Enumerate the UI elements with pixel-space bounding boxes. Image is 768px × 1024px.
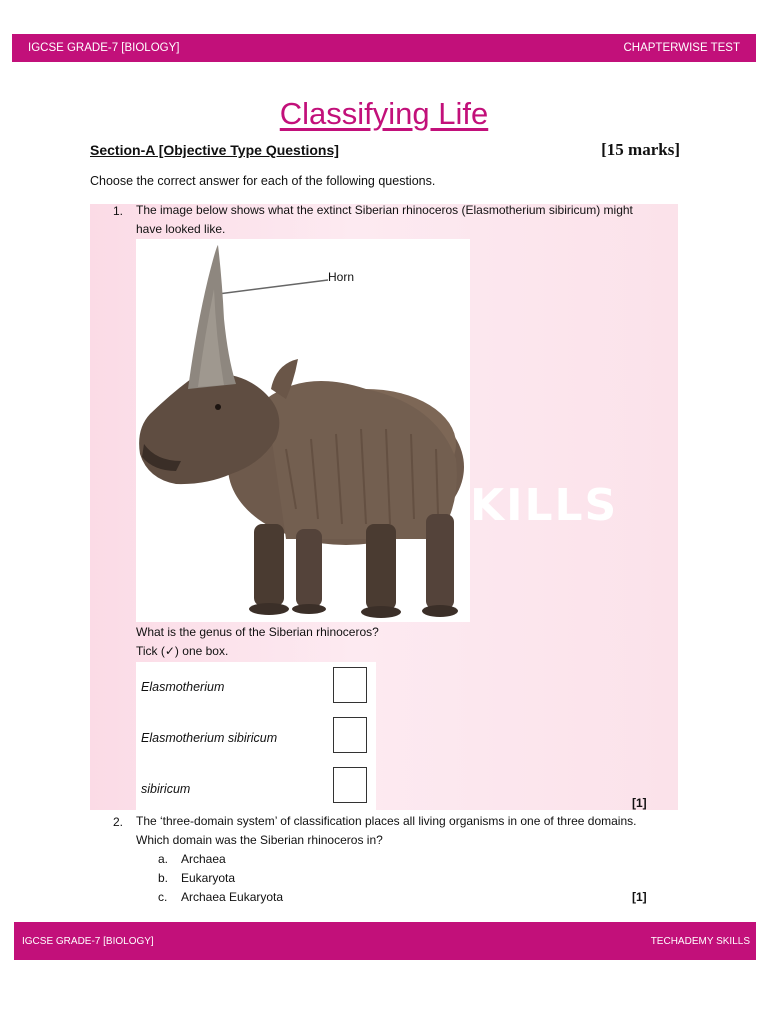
footer-right: TECHADEMY SKILLS — [650, 935, 750, 947]
question-1-marks: [1] — [632, 796, 647, 810]
section-heading — [90, 140, 680, 160]
footer-band — [14, 922, 756, 960]
answer-option-a[interactable]: Archaea — [181, 852, 226, 866]
question-1-number: 1. — [113, 204, 124, 218]
option-row — [136, 717, 376, 757]
answer-letter: b. — [158, 871, 169, 885]
tick-box[interactable] — [333, 767, 367, 803]
tick-box[interactable] — [333, 717, 367, 753]
question-1-prompt — [136, 623, 379, 660]
answer-letter: a. — [158, 852, 169, 866]
instruction-text: Choose the correct answer for each of the following questions. — [90, 174, 436, 188]
answer-option-b[interactable]: Eukaryota — [181, 871, 236, 885]
question-2-marks: [1] — [632, 890, 647, 904]
header-left: IGCSE GRADE-7 [BIOLOGY] — [28, 42, 180, 54]
option-label: sibiricum — [141, 782, 191, 796]
question-2-line-1: The ‘three-domain system’ of classification places all living organisms in one of three domains. — [136, 814, 637, 828]
page-title: Classifying Life — [279, 96, 489, 131]
question-2-number: 2. — [113, 815, 124, 829]
rhinoceros-illustration — [136, 239, 470, 622]
horn-label: Horn — [328, 270, 355, 284]
option-label: Elasmotherium — [141, 680, 225, 694]
option-row — [136, 767, 376, 807]
section-marks: [15 marks] — [601, 140, 680, 159]
question-1-text — [136, 201, 633, 238]
header-right: CHAPTERWISE TEST — [623, 42, 740, 54]
header-band — [12, 34, 756, 62]
question-1-prompt-line-2: Tick (✓) one box. — [136, 643, 229, 658]
rhinoceros-image — [136, 239, 470, 622]
question-2-text — [136, 812, 636, 849]
answer-letter: c. — [158, 890, 168, 904]
footer-left: IGCSE GRADE-7 [BIOLOGY] — [22, 935, 154, 947]
question-1-line-1: The image below shows what the extinct Siberian rhinoceros (Elasmotherium sibiricum) might — [136, 203, 633, 217]
tick-box[interactable] — [333, 667, 367, 703]
watermark: KILLS — [470, 480, 619, 531]
question-1-prompt-line-1: What is the genus of the Siberian rhinoceros? — [136, 625, 379, 639]
answer-option-c[interactable]: Archaea Eukaryota — [181, 890, 284, 904]
section-title: Section-A [Objective Type Questions] — [90, 142, 339, 158]
question-2-line-2: Which domain was the Siberian rhinoceros in? — [136, 832, 383, 847]
question-1-line-2: have looked like. — [136, 221, 226, 236]
option-label: Elasmotherium sibiricum — [141, 731, 278, 745]
question-1-options — [136, 662, 376, 810]
option-row — [136, 666, 376, 706]
